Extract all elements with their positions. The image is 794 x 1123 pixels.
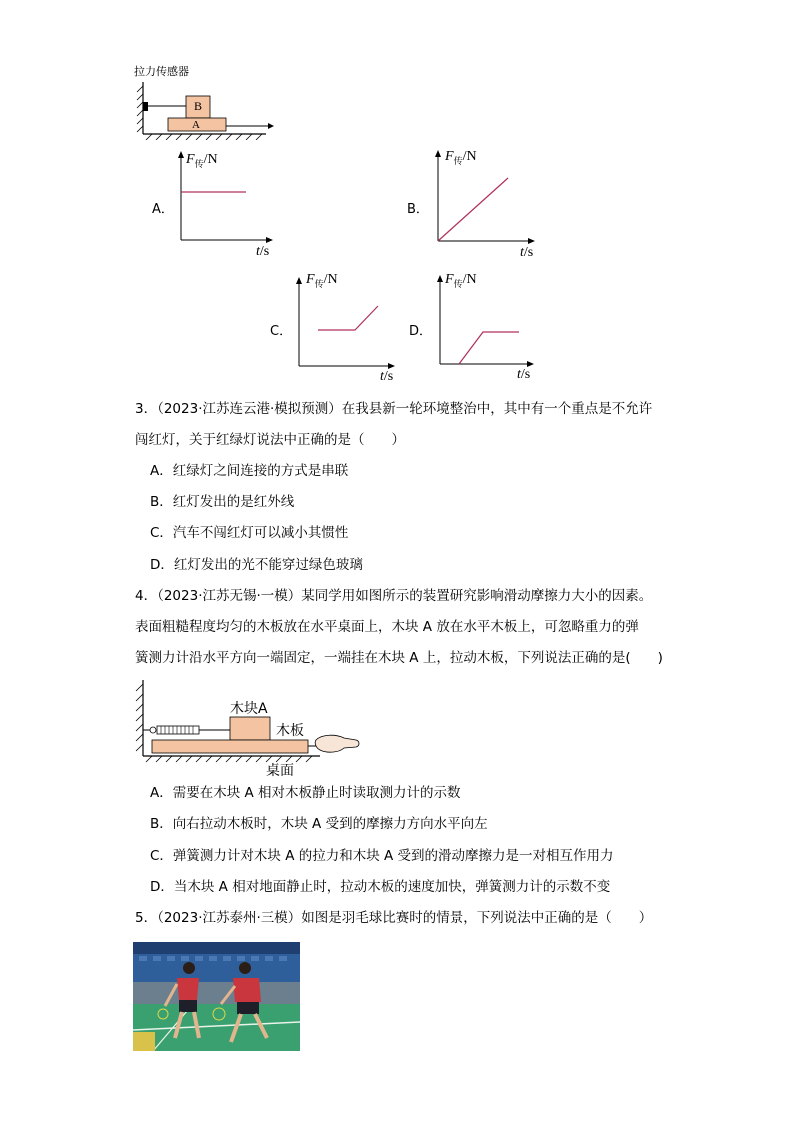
sensor-apparatus-drawing: [128, 60, 278, 140]
block-a-label: 木块A: [230, 701, 268, 717]
graph-option-d[interactable]: [407, 268, 547, 386]
q4-stem-line2: 表面粗糙程度均匀的木板放在水平桌面上，木块 A 放在水平木板上，可忽略重力的弹: [135, 619, 639, 635]
q4-option-c[interactable]: C．弹簧测力计对木块 A 的拉力和木块 A 受到的滑动摩擦力是一对相互作用力: [150, 848, 614, 864]
sensor-figure: [128, 60, 278, 140]
block-b-label: B: [194, 99, 203, 113]
wood-board: [152, 740, 308, 753]
y-axis-label: $F_传/N$: [445, 149, 477, 166]
x-axis-label: t/s: [520, 245, 534, 260]
force-curve: [438, 178, 508, 241]
spring-scale: [157, 726, 199, 734]
q3-option-a[interactable]: A．红绿灯之间连接的方式是串联: [150, 463, 349, 479]
x-axis-label: t/s: [380, 369, 394, 384]
q3-option-c[interactable]: C．汽车不闯红灯可以减小其惯性: [150, 525, 349, 541]
board-a-label: A: [192, 119, 200, 131]
sensor-label: 拉力传感器: [134, 65, 189, 78]
x-axis-label: t/s: [517, 367, 531, 382]
y-axis-label: $F_传/N$: [445, 272, 477, 289]
hand: [315, 735, 359, 752]
q3-stem-line2: 闯红灯，关于红绿灯说法中正确的是（ ）: [135, 432, 405, 448]
q4-option-d[interactable]: D．当木块 A 相对地面静止时，拉动木板的速度加快，弹簧测力计的示数不变: [150, 879, 611, 895]
friction-apparatus-drawing: [130, 676, 370, 780]
badminton-photo: [133, 942, 300, 1051]
y-axis-label: $F_传/N$: [186, 152, 218, 169]
graph-option-a[interactable]: [148, 148, 288, 266]
badminton-scene: [133, 942, 300, 1051]
q3-option-b[interactable]: B．红灯发出的是红外线: [150, 494, 295, 510]
q3-option-d[interactable]: D．红灯发出的光不能穿过绿色玻璃: [150, 557, 363, 573]
graph-option-c[interactable]: [268, 268, 408, 386]
force-curve: [459, 332, 519, 364]
x-axis-label: t/s: [256, 244, 270, 259]
option-label: A．: [152, 202, 174, 217]
q3-stem-line1: 3．（2023·江苏连云港·模拟预测）在我县新一轮环境整治中，其中有一个重点是不允许: [135, 401, 653, 417]
friction-apparatus-figure: [130, 676, 370, 780]
q4-stem-line1: 4．（2023·江苏无锡·一模）某同学用如图所示的装置研究影响滑动摩擦力大小的因素。: [135, 588, 653, 604]
q4-option-b[interactable]: B．向右拉动木板时，木块 A 受到的摩擦力方向水平向左: [150, 816, 488, 832]
table-label: 桌面: [266, 763, 294, 779]
q4-stem-line3: 簧测力计沿水平方向一端固定，一端挂在木块 A 上，拉动木板，下列说法正确的是( ): [135, 650, 663, 666]
option-label: C．: [270, 324, 293, 339]
option-label: B．: [407, 202, 429, 217]
y-axis-label: $F_传/N$: [306, 272, 338, 289]
option-label: D．: [409, 324, 433, 339]
q5-stem: 5．（2023·江苏泰州·三模）如图是羽毛球比赛时的情景，下列说法中正确的是（ ）: [135, 910, 653, 926]
board-label: 木板: [276, 723, 304, 739]
sensor-box: [143, 102, 148, 111]
graph-option-b[interactable]: [405, 145, 555, 267]
force-curve: [318, 306, 378, 330]
block-a: [230, 717, 270, 740]
q4-option-a[interactable]: A．需要在木块 A 相对木板静止时读取测力计的示数: [150, 785, 461, 801]
